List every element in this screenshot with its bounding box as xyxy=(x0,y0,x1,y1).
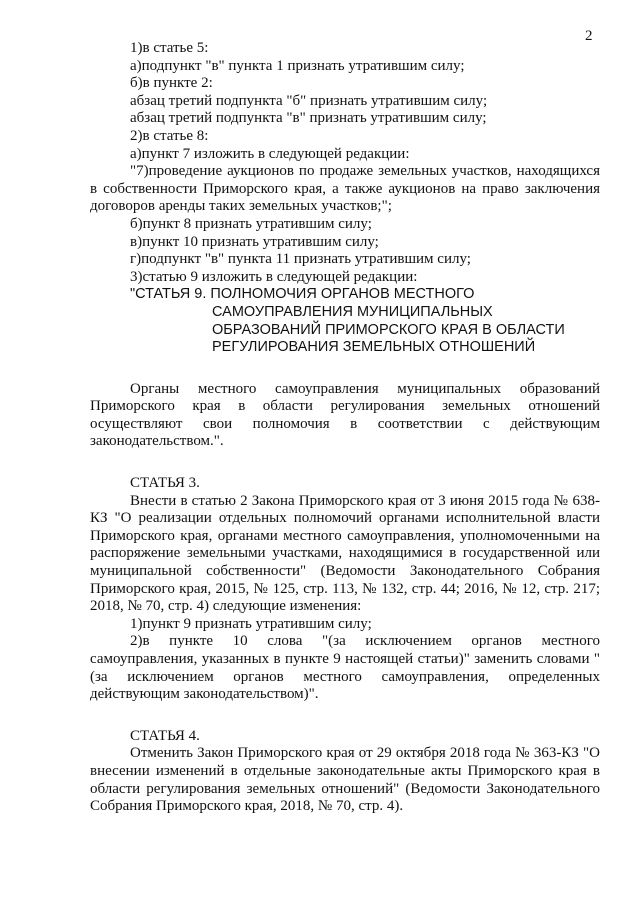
article4-text: Отменить Закон Приморского края от 29 октября 2018 года № 363-КЗ "О внесении изменений в отдельные законодательные акты Приморского края в области регулирования земельных отношений" (Ведомости Законодательного Собрания Приморского края, 2018, № 70, стр. 4). xyxy=(90,745,600,815)
item-article9: 3)статью 9 изложить в следующей редакции: xyxy=(130,268,418,285)
item-article5: 1)в статье 5: xyxy=(130,40,209,56)
article3-heading: СТАТЬЯ 3. xyxy=(130,475,200,492)
article4-heading: СТАТЬЯ 4. xyxy=(130,727,200,744)
item-8-v: в)пункт 10 признать утратившим силу; xyxy=(130,233,379,250)
item-8-a: а)пункт 7 изложить в следующей редакции: xyxy=(130,145,410,162)
page-number: 2 xyxy=(585,28,593,44)
article9-title-line1: "СТАТЬЯ 9. ПОЛНОМОЧИЯ ОРГАНОВ МЕСТНОГО xyxy=(130,286,475,303)
article3-item1: 1)пункт 9 признать утратившим силу; xyxy=(130,615,372,632)
article9-title-line3: ОБРАЗОВАНИЙ ПРИМОРСКОГО КРАЯ В ОБЛАСТИ xyxy=(212,321,565,338)
article3-item2: 2)в пункте 10 слова "(за исключением органов местного самоуправления, указанных в пункте 9 настоящей статьи)" заменить словами "(за исключением органов местного самоуправления, определенных действующим законодательством)". xyxy=(90,633,600,703)
item-5-b-1: абзац третий подпункта "б" признать утратившим силу; xyxy=(130,92,488,109)
article9-text: Органы местного самоуправления муниципальных образований Приморского края в области регулирования земельных отношений осуществляют свои полномочия в соответствии с действующим законодательством.". xyxy=(90,380,600,450)
article9-title-line4: РЕГУЛИРОВАНИЯ ЗЕМЕЛЬНЫХ ОТНОШЕНИЙ xyxy=(212,339,536,356)
item-5-b: б)в пункте 2: xyxy=(130,75,213,92)
document-body xyxy=(90,40,600,816)
item-article8: 2)в статье 8: xyxy=(130,127,209,144)
article9-title-line2: САМОУПРАВЛЕНИЯ МУНИЦИПАЛЬНЫХ xyxy=(212,303,493,320)
article3-intro: Внести в статью 2 Закона Приморского края от 3 июня 2015 года № 638-КЗ "О реализации отдельных полномочий органами исполнительной власти Приморского края, органами местного самоуправления, уполномоченными на распоряжение земельными участками, находящимися в государственной или муниципальной собственности" (Ведомости Законодательного Собрания Приморского края, 2015, № 125, стр. 113, № 132, стр. 44; 2016, № 12, стр. 217; 2018, № 70, стр. 4) следующие изменения: xyxy=(90,492,600,615)
item-5-a: а)подпункт "в" пункта 1 признать утратившим силу; xyxy=(130,57,465,74)
item-5-b-2: абзац третий подпункта "в" признать утратившим силу; xyxy=(130,110,487,127)
item-p7-text: "7)проведение аукционов по продаже земельных участков, находящихся в собственности Приморского края, а также аукционов на право заключения договоров аренды таких земельных участков;"; xyxy=(90,163,600,215)
item-8-g: г)подпункт "в" пункта 11 признать утратившим силу; xyxy=(130,251,471,268)
item-8-b: б)пункт 8 признать утратившим силу; xyxy=(130,215,372,232)
